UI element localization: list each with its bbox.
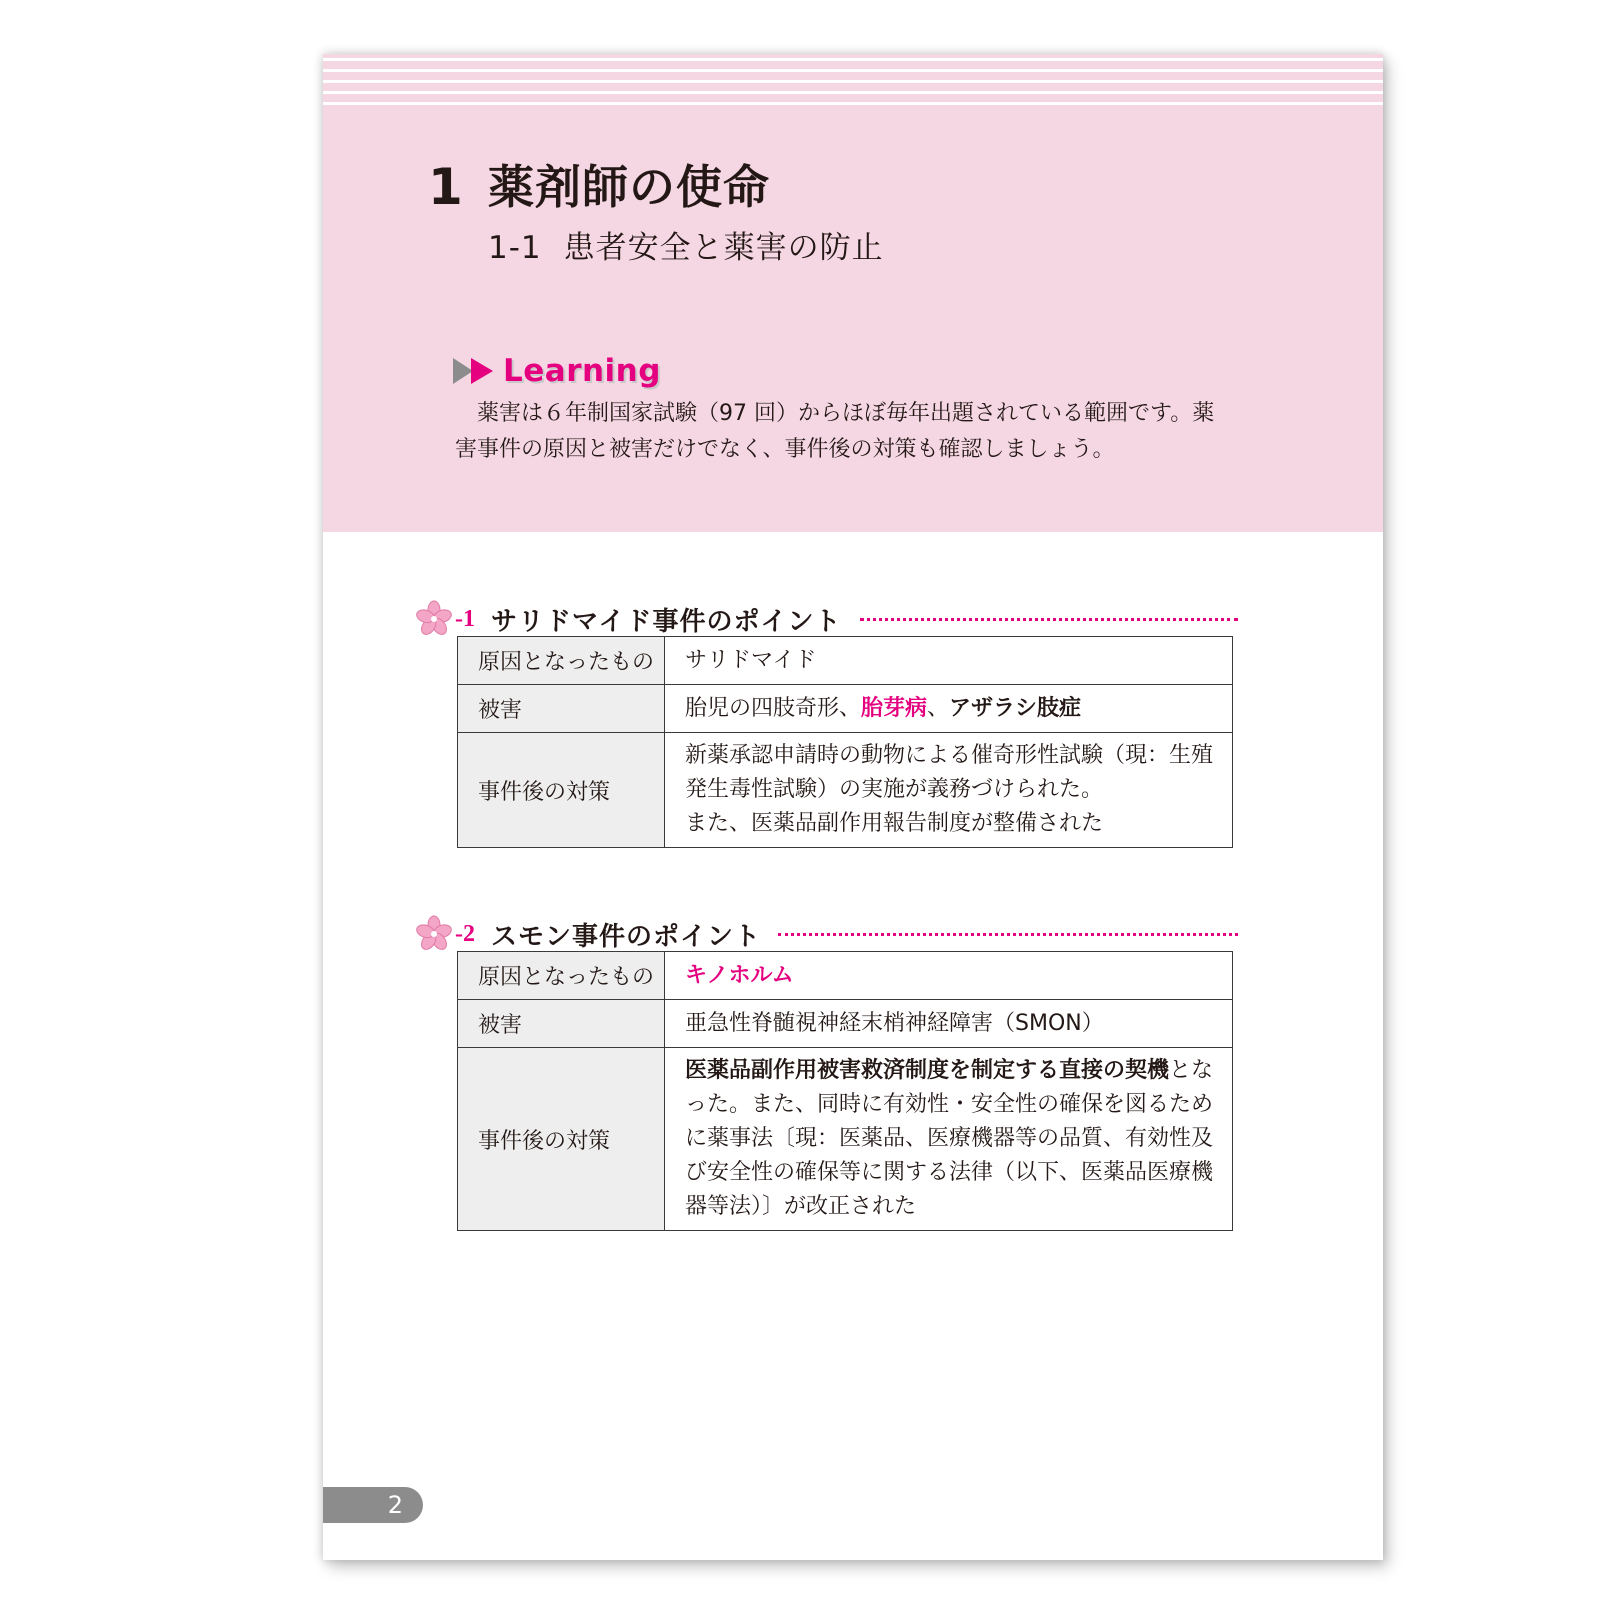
header-stripe xyxy=(323,102,1383,105)
value-separator: 、 xyxy=(927,695,950,721)
learning-label: Learning xyxy=(503,353,661,389)
value-bold: 医薬品副作用被害救済制度を制定する直接の契機 xyxy=(685,1058,1170,1083)
learning-heading xyxy=(453,351,661,391)
table-row xyxy=(458,952,1233,1000)
row-value: サリドマイド xyxy=(665,637,1233,685)
section-title: 患者安全と薬害の防止 xyxy=(563,230,884,266)
row-label: 原因となったもの xyxy=(458,637,665,685)
sakura-icon xyxy=(415,600,453,638)
point-table-1 xyxy=(457,636,1233,848)
chapter-number: 1 xyxy=(428,158,463,216)
row-value xyxy=(665,952,1233,1000)
row-value xyxy=(665,733,1233,848)
row-label: 事件後の対策 xyxy=(458,1048,665,1231)
header-stripe xyxy=(323,69,1383,72)
value-text-2: また、医薬品副作用報告制度が整備された xyxy=(685,811,1104,836)
point-title: スモン事件のポイント xyxy=(491,921,762,952)
page-number: 2 xyxy=(387,1491,403,1519)
table-row xyxy=(458,1048,1233,1231)
chapter-header-band xyxy=(323,54,1383,532)
double-arrow-icon xyxy=(453,356,495,386)
table-row xyxy=(458,685,1233,733)
row-value xyxy=(665,685,1233,733)
header-stripe xyxy=(323,80,1383,83)
row-value xyxy=(665,1048,1233,1231)
chapter-title: 薬剤師の使命 xyxy=(488,160,770,214)
point-number: -2 xyxy=(455,920,475,947)
section-number: 1-1 xyxy=(488,230,542,266)
value-highlight: キノホルム xyxy=(685,962,794,988)
header-stripe xyxy=(323,91,1383,94)
table-row xyxy=(458,637,1233,685)
point-table-2 xyxy=(457,951,1233,1231)
row-label: 原因となったもの xyxy=(458,952,665,1000)
value-text: 新薬承認申請時の動物による催奇形性試験（現：生殖発生毒性試験）の実施が義務づけられた。 xyxy=(685,743,1214,802)
dotted-rule xyxy=(778,933,1238,936)
row-label: 被害 xyxy=(458,685,665,733)
point-number: -1 xyxy=(455,605,475,632)
value-bold: アザラシ肢症 xyxy=(949,695,1082,721)
row-label: 事件後の対策 xyxy=(458,733,665,848)
section-heading xyxy=(488,231,884,265)
table-row xyxy=(458,733,1233,848)
page-number-tab xyxy=(323,1487,423,1523)
book-page xyxy=(323,54,1383,1560)
learning-text: 薬害は６年制国家試験（97 回）からほぼ毎年出題されている範囲です。薬害事件の原因と被害だけでなく、事件後の対策も確認しましょう。 xyxy=(455,401,1215,462)
value-text: となった。また、同時に有効性・安全性の確保を図るために薬事法〔現：医薬品、医療機器等の品質、有効性及び安全性の確保等に関する法律（以下、医薬品医療機器等法）〕が改正された xyxy=(685,1058,1214,1219)
row-value: 亜急性脊髄視神経末梢神経障害（SMON） xyxy=(665,1000,1233,1048)
value-plain: 胎児の四肢奇形、 xyxy=(685,695,862,721)
row-label: 被害 xyxy=(458,1000,665,1048)
point-heading-2 xyxy=(415,914,761,954)
table-row xyxy=(458,1000,1233,1048)
dotted-rule xyxy=(860,618,1238,621)
point-heading-1 xyxy=(415,599,841,639)
point-title: サリドマイド事件のポイント xyxy=(491,606,842,637)
sakura-icon xyxy=(415,915,453,953)
header-stripe xyxy=(323,58,1383,61)
value-highlight: 胎芽病 xyxy=(861,695,928,721)
